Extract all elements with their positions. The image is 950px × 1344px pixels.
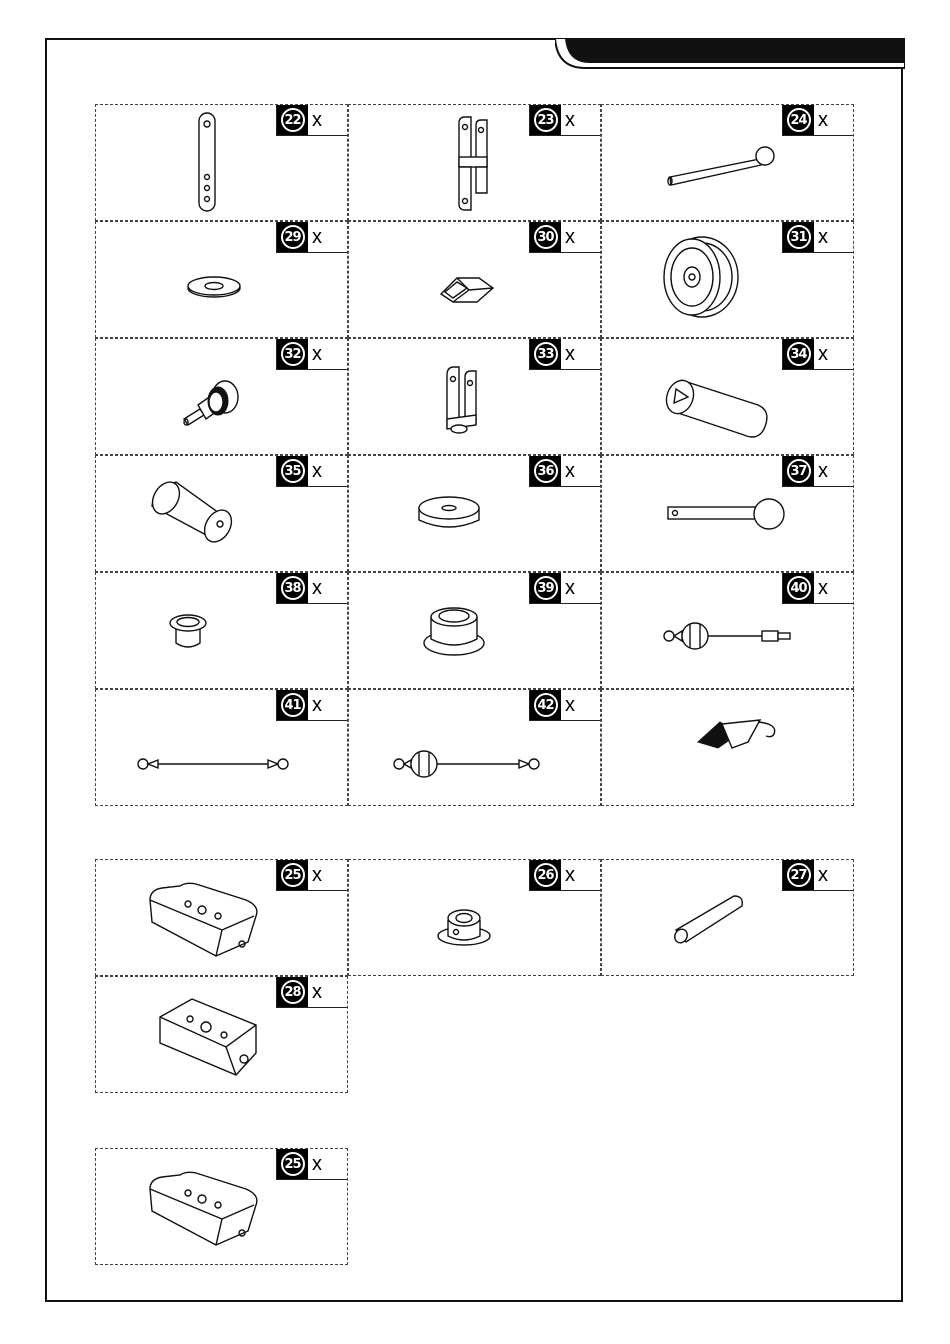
part-cell-39: [348, 572, 601, 689]
hardware-bag-icon: [602, 690, 855, 807]
part-number: 31: [787, 225, 811, 249]
part-cell-42: [348, 689, 601, 806]
part-cell-38: [95, 572, 348, 689]
part-cell-24: [601, 104, 854, 221]
part-quantity: x: [312, 1153, 322, 1175]
part-tag: [276, 977, 347, 1008]
part-quantity: x: [818, 864, 828, 886]
part-tag: [276, 1149, 347, 1180]
part-number: 25: [281, 863, 305, 887]
part-cell-35: [95, 455, 348, 572]
part-quantity: x: [565, 694, 575, 716]
part-cell-28: [95, 976, 348, 1093]
part-number: 32: [281, 342, 305, 366]
part-quantity: x: [312, 343, 322, 365]
part-number: 30: [534, 225, 558, 249]
part-quantity: x: [312, 981, 322, 1003]
part-tag: [782, 105, 853, 136]
part-number: 39: [534, 576, 558, 600]
part-number: 37: [787, 459, 811, 483]
part-tag: [529, 860, 600, 891]
part-tag: [276, 690, 347, 721]
part-cell-37: [601, 455, 854, 572]
part-tag: [782, 339, 853, 370]
part-tag: [276, 456, 347, 487]
part-tag: [529, 222, 600, 253]
part-quantity: x: [565, 460, 575, 482]
part-number: 34: [787, 342, 811, 366]
part-cell-30: [348, 221, 601, 338]
part-tag: [782, 456, 853, 487]
header-tab: [555, 38, 905, 72]
part-number: 28: [281, 980, 305, 1004]
part-cell-22: [95, 104, 348, 221]
part-quantity: x: [565, 577, 575, 599]
part-tag: [529, 690, 600, 721]
part-cell-26: [348, 859, 601, 976]
part-cell-31: [601, 221, 854, 338]
part-tag: [529, 573, 600, 604]
part-quantity: x: [818, 460, 828, 482]
part-number: 23: [534, 108, 558, 132]
part-number: 22: [281, 108, 305, 132]
part-tag: [276, 105, 347, 136]
part-quantity: x: [312, 109, 322, 131]
part-number: 27: [787, 863, 811, 887]
part-quantity: x: [312, 864, 322, 886]
part-number: 35: [281, 459, 305, 483]
part-cell-32: [95, 338, 348, 455]
part-number: 38: [281, 576, 305, 600]
part-tag: [529, 456, 600, 487]
part-quantity: x: [312, 577, 322, 599]
part-tag: [529, 105, 600, 136]
part-cell-29: [95, 221, 348, 338]
part-tag: [782, 860, 853, 891]
part-number: 26: [534, 863, 558, 887]
part-cell-25: [95, 859, 348, 976]
part-cell-23: [348, 104, 601, 221]
part-cell-41: [95, 689, 348, 806]
part-number: 40: [787, 576, 811, 600]
part-cell-bag: [601, 689, 854, 806]
part-tag: [529, 339, 600, 370]
part-quantity: x: [818, 109, 828, 131]
part-quantity: x: [565, 109, 575, 131]
part-cell-36: [348, 455, 601, 572]
part-quantity: x: [312, 694, 322, 716]
part-number: 42: [534, 693, 558, 717]
part-number: 36: [534, 459, 558, 483]
part-quantity: x: [818, 226, 828, 248]
part-quantity: x: [565, 226, 575, 248]
part-quantity: x: [565, 864, 575, 886]
part-quantity: x: [565, 343, 575, 365]
part-cell-33: [348, 338, 601, 455]
part-cell-27: [601, 859, 854, 976]
part-cell-25-second: [95, 1148, 348, 1265]
part-tag: [276, 222, 347, 253]
part-number: 41: [281, 693, 305, 717]
part-number: 33: [534, 342, 558, 366]
part-cell-34: [601, 338, 854, 455]
part-number: 24: [787, 108, 811, 132]
part-number: 25: [281, 1152, 305, 1176]
part-tag: [276, 860, 347, 891]
part-number: 29: [281, 225, 305, 249]
part-quantity: x: [818, 343, 828, 365]
part-quantity: x: [818, 577, 828, 599]
part-quantity: x: [312, 226, 322, 248]
part-tag: [782, 222, 853, 253]
part-tag: [782, 573, 853, 604]
part-tag: [276, 339, 347, 370]
part-quantity: x: [312, 460, 322, 482]
part-tag: [276, 573, 347, 604]
part-cell-40: [601, 572, 854, 689]
